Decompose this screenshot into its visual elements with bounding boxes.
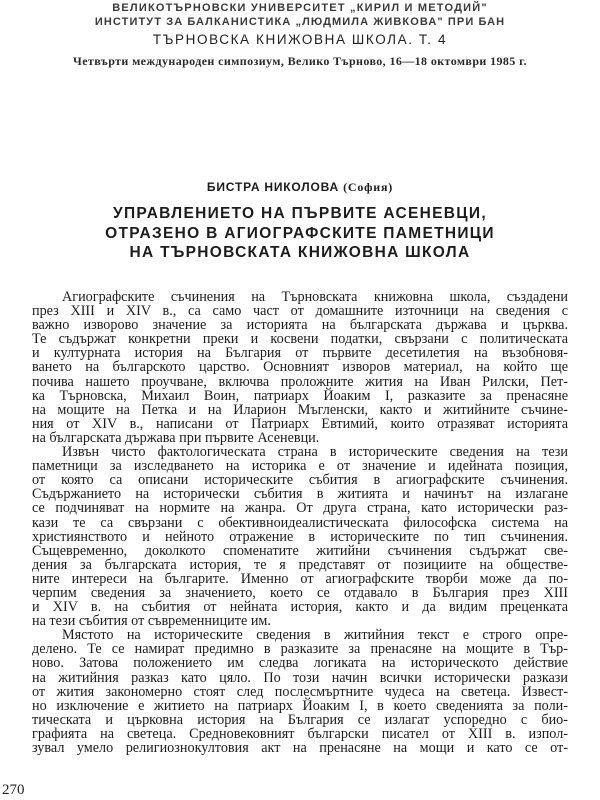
text-line: важно изворово значение за историята на българската държава и църква.	[32, 317, 568, 334]
text-line: графията на светеца. Средновековният български писател от XIII в. изпол-	[32, 725, 568, 742]
text-line: ния от XIV в., написани от Патриарх Евтимий, които отразяват историята	[32, 415, 568, 432]
text-line: тическата и църковна история на България се излагат успоредно с био-	[32, 711, 568, 728]
title-line: УПРАВЛЕНИЕТО НА ПЪРВИТЕ АСЕНЕВЦИ,	[113, 205, 487, 222]
institute-header: ИНСТИТУТ ЗА БАЛКАНИСТИКА „ЛЮДМИЛА ЖИВКОВА" ПРИ БАН	[94, 16, 506, 28]
series-title: ТЪРНОВСКА КНИЖОВНА ШКОЛА. Т. 4	[152, 32, 448, 47]
text-line: на житийния разказ като цяло. По този начин всички исторически разкази	[32, 669, 568, 686]
text-line: на тези събития от съвременниците им.	[32, 613, 271, 630]
text-line: Мястото на историческите сведения в житийния текст е строго опре-	[62, 627, 568, 644]
symposium-info: Четвърти международен симпозиум, Велико Търново, 16—18 октомври 1985 г.	[72, 54, 527, 68]
university-header: ВЕЛИКОТЪРНОВСКИ УНИВЕРСИТЕТ „КИРИЛ И МЕТОДИЙ"	[112, 2, 488, 14]
author-place: (София)	[343, 180, 394, 194]
text-line: ново. Затова положението им следва логиката на историческото действие	[32, 655, 568, 672]
title-line: ОТРАЗЕНО В АГИОГРАФСКИТЕ ПАМЕТНИЦИ	[105, 224, 495, 242]
text-line: дения за българската история, те я представят от позициите на обществе-	[32, 556, 568, 573]
text-line: но изключение е житието на патриарх Йоаким I, в което сведенията за поли-	[32, 697, 568, 714]
text-line: Съдържанието на исторически събития в житията и начинът на излагане	[32, 486, 568, 503]
article-body	[32, 290, 568, 755]
text-line: делено. Те се намират предимно в разказите за пренасяне на мощите в Тър-	[32, 641, 568, 658]
text-line: и културната история на България от първите десетилетия на възобновя-	[32, 345, 568, 362]
text-line: Те съдържат конкретни преки и косвени податки, свързани с политическата	[32, 331, 568, 348]
author-name: БИСТРА НИКОЛОВА	[206, 180, 339, 194]
text-line: през XIII и XIV в., са само част от домашните източници на сведения с	[32, 303, 568, 320]
text-line: и XIV в. на събития от нейната история, както и да видим преценката	[32, 599, 568, 616]
text-line: Извън чисто фактологическата страна в историческите сведения на тези	[62, 444, 568, 461]
text-line: почива нашето проучване, включва проложните жития на Иван Рилски, Пет-	[32, 373, 568, 390]
text-line: ването на българското царство. Основният изворов материал, на който ще	[32, 359, 568, 376]
text-line: на мощите на Петка и на Иларион Мъгленски, както и житийните съчине-	[32, 401, 568, 418]
title-line: НА ТЪРНОВСКАТА КНИЖОВНА ШКОЛА	[129, 244, 471, 261]
page-number: 270	[2, 782, 25, 798]
text-line: на българската държава при първите Асеневци.	[32, 429, 320, 446]
text-line: от която са описани историческите събития в агиографските съчинения.	[32, 472, 568, 489]
text-line: ка Търновска, Михаил Воин, патриарх Йоаким I, разказите за пренасяне	[32, 387, 568, 404]
text-line: паметници за изследването на историка е от значение и идейната позиция,	[32, 458, 568, 475]
text-line: от жития закономерно стоят след послесмъртните чудеса на светеца. Извест-	[32, 683, 568, 700]
text-line: Агиографските съчинения на Търновската книжовна школа, създадени	[62, 289, 568, 305]
text-line: се подчиняват на нормите на жанра. От друга страна, като исторически раз-	[32, 500, 568, 517]
text-line: християнството и нейното отражение в историческите по тип съчинения.	[32, 528, 568, 545]
text-line: зувал умело религиознокултовия акт на пренасяне на мощи и като се от-	[32, 740, 568, 756]
text-line: ните интереси на българите. Именно от агиографските творби може да по-	[32, 570, 568, 587]
text-line: черпим сведения за значението, което се отдавало в България през XIII	[32, 584, 568, 601]
text-line: Същевременно, доколкото споменатите житийни съчинения съдържат све-	[32, 542, 568, 559]
author-byline	[0, 180, 600, 195]
article-title	[0, 204, 600, 263]
text-line: кази те са свързани с обективноидеалистическата философска система на	[32, 514, 568, 531]
